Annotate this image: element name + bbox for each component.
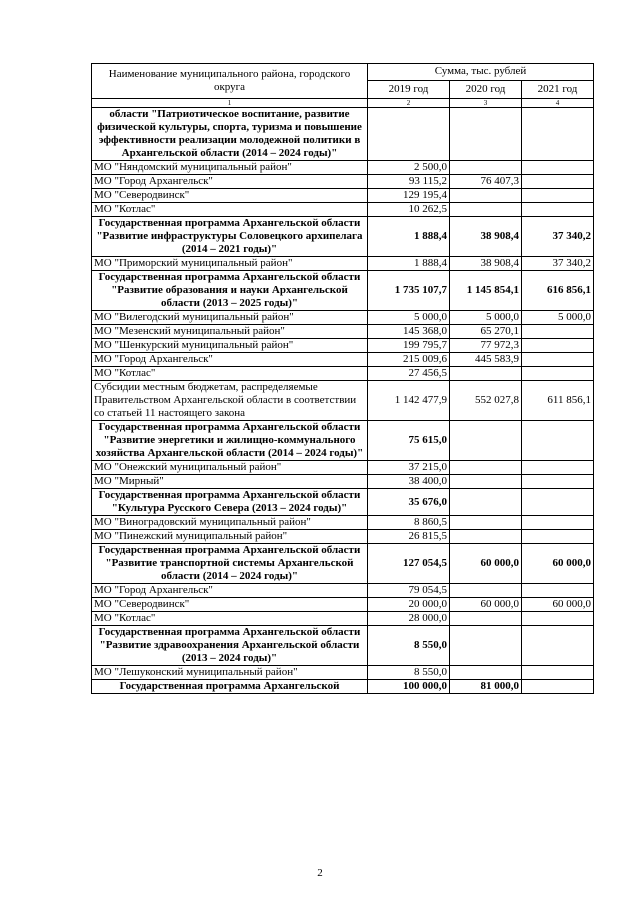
row-name-cell: МО "Мирный" [92,475,368,489]
value-2021-cell [522,516,594,530]
value-2019-cell: 79 054,5 [368,584,450,598]
value-2021-cell [522,175,594,189]
row-name-cell: МО "Виноградовский муниципальный район" [92,516,368,530]
value-2021-cell [522,666,594,680]
header-year-2019: 2019 год [368,80,450,98]
value-2019-cell: 8 860,5 [368,516,450,530]
program-row [92,626,594,666]
value-2019-cell: 2 500,0 [368,161,450,175]
value-2020-cell [450,189,522,203]
value-2020-cell [450,108,522,161]
value-2020-cell [450,461,522,475]
row-name-cell: Государственная программа Архангельской области "Развитие транспортной системы Архангельской области (2014 – 2024 годы)" [92,544,368,584]
row-name-cell: МО "Котлас" [92,367,368,381]
row-name-cell: МО "Город Архангельск" [92,584,368,598]
value-2021-cell [522,367,594,381]
row-name-cell: МО "Северодвинск" [92,189,368,203]
municipality-row [92,175,594,189]
value-2021-cell [522,189,594,203]
value-2021-cell [522,530,594,544]
value-2020-cell: 60 000,0 [450,544,522,584]
value-2020-cell [450,666,522,680]
municipality-row [92,530,594,544]
value-2021-cell [522,339,594,353]
row-name-cell: Государственная программа Архангельской [92,680,368,694]
value-2021-cell [522,161,594,175]
municipality-row [92,257,594,271]
value-2021-cell [522,489,594,516]
header-name-column: Наименование муниципального района, городского округа [92,64,368,99]
municipality-row [92,311,594,325]
row-name-cell: Государственная программа Архангельской области "Развитие образования и науки Архангельской области (2013 – 2025 годы)" [92,271,368,311]
value-2021-cell: 5 000,0 [522,311,594,325]
value-2020-cell [450,530,522,544]
program-row [92,271,594,311]
row-name-cell: Государственная программа Архангельской области "Культура Русского Севера (2013 – 2024 годы)" [92,489,368,516]
value-2019-cell: 1 888,4 [368,217,450,257]
municipality-row [92,461,594,475]
municipality-row [92,666,594,680]
municipality-row [92,203,594,217]
value-2020-cell: 1 145 854,1 [450,271,522,311]
value-2019-cell: 35 676,0 [368,489,450,516]
row-name-cell: МО "Приморский муниципальный район" [92,257,368,271]
value-2019-cell: 145 368,0 [368,325,450,339]
municipality-row [92,381,594,421]
program-row [92,108,594,161]
value-2020-cell: 38 908,4 [450,257,522,271]
value-2020-cell [450,421,522,461]
column-index-4: 4 [522,99,594,108]
header-sum-group: Сумма, тыс. рублей [368,64,594,81]
value-2020-cell: 552 027,8 [450,381,522,421]
row-name-cell: Государственная программа Архангельской области "Развитие здравоохранения Архангельской области (2013 – 2024 годы)" [92,626,368,666]
page-number: 2 [317,867,323,879]
value-2021-cell [522,203,594,217]
value-2020-cell [450,516,522,530]
budget-table [91,63,594,694]
value-2021-cell: 611 856,1 [522,381,594,421]
municipality-row [92,475,594,489]
row-name-cell: области "Патриотическое воспитание, развитие физической культуры, спорта, туризма и повышение эффективности реализации молодежной политики в Архангельской области (2014 – 2024 годы)" [92,108,368,161]
value-2019-cell: 37 215,0 [368,461,450,475]
value-2020-cell [450,203,522,217]
value-2020-cell: 60 000,0 [450,598,522,612]
row-name-cell: МО "Город Архангельск" [92,175,368,189]
value-2019-cell [368,108,450,161]
row-name-cell: МО "Город Архангельск" [92,353,368,367]
municipality-row [92,516,594,530]
row-name-cell: Государственная программа Архангельской области "Развитие энергетики и жилищно-коммунального хозяйства Архангельской области (2014 – 2024 годы)" [92,421,368,461]
value-2019-cell: 5 000,0 [368,311,450,325]
value-2020-cell: 38 908,4 [450,217,522,257]
value-2020-cell: 76 407,3 [450,175,522,189]
value-2020-cell [450,489,522,516]
value-2019-cell: 8 550,0 [368,626,450,666]
row-name-cell: МО "Мезенский муниципальный район" [92,325,368,339]
program-row [92,489,594,516]
value-2020-cell [450,475,522,489]
value-2019-cell: 129 195,4 [368,189,450,203]
value-2019-cell: 75 615,0 [368,421,450,461]
value-2020-cell: 81 000,0 [450,680,522,694]
row-name-cell: МО "Онежский муниципальный район" [92,461,368,475]
value-2019-cell: 1 888,4 [368,257,450,271]
value-2021-cell: 37 340,2 [522,257,594,271]
value-2020-cell [450,612,522,626]
value-2021-cell [522,421,594,461]
value-2019-cell: 27 456,5 [368,367,450,381]
value-2019-cell: 199 795,7 [368,339,450,353]
value-2021-cell: 60 000,0 [522,598,594,612]
municipality-row [92,584,594,598]
municipality-row [92,189,594,203]
value-2021-cell: 616 856,1 [522,271,594,311]
municipality-row [92,367,594,381]
value-2021-cell: 37 340,2 [522,217,594,257]
value-2019-cell: 28 000,0 [368,612,450,626]
value-2020-cell: 445 583,9 [450,353,522,367]
value-2021-cell: 60 000,0 [522,544,594,584]
value-2021-cell [522,612,594,626]
row-name-cell: Государственная программа Архангельской области "Развитие инфраструктуры Соловецкого архипелага (2014 – 2021 годы)" [92,217,368,257]
column-index-2: 2 [368,99,450,108]
value-2021-cell [522,680,594,694]
program-row [92,217,594,257]
municipality-row [92,612,594,626]
municipality-row [92,161,594,175]
value-2021-cell [522,461,594,475]
value-2019-cell: 215 009,6 [368,353,450,367]
value-2021-cell [522,584,594,598]
value-2019-cell: 127 054,5 [368,544,450,584]
value-2019-cell: 1 142 477,9 [368,381,450,421]
value-2021-cell [522,626,594,666]
row-name-cell: МО "Шенкурский муниципальный район" [92,339,368,353]
municipality-row [92,325,594,339]
value-2019-cell: 10 262,5 [368,203,450,217]
value-2019-cell: 26 815,5 [368,530,450,544]
value-2021-cell [522,325,594,339]
row-name-cell: МО "Няндомский муниципальный район" [92,161,368,175]
header-year-2021: 2021 год [522,80,594,98]
row-name-cell: МО "Котлас" [92,612,368,626]
table-header [92,64,594,108]
header-year-2020: 2020 год [450,80,522,98]
value-2019-cell: 8 550,0 [368,666,450,680]
program-row [92,544,594,584]
value-2020-cell: 77 972,3 [450,339,522,353]
column-index-3: 3 [450,99,522,108]
value-2019-cell: 1 735 107,7 [368,271,450,311]
value-2019-cell: 93 115,2 [368,175,450,189]
value-2019-cell: 20 000,0 [368,598,450,612]
municipality-row [92,339,594,353]
value-2020-cell [450,161,522,175]
value-2021-cell [522,108,594,161]
value-2020-cell [450,584,522,598]
table-body [92,108,594,694]
row-name-cell: МО "Пинежский муниципальный район" [92,530,368,544]
program-row [92,421,594,461]
value-2020-cell [450,626,522,666]
value-2020-cell: 65 270,1 [450,325,522,339]
value-2020-cell [450,367,522,381]
program-row [92,680,594,694]
value-2021-cell [522,475,594,489]
column-index-1: 1 [92,99,368,108]
municipality-row [92,598,594,612]
value-2019-cell: 100 000,0 [368,680,450,694]
row-name-cell: МО "Лешуконский муниципальный район" [92,666,368,680]
value-2021-cell [522,353,594,367]
row-name-cell: МО "Вилегодский муниципальный район" [92,311,368,325]
municipality-row [92,353,594,367]
value-2019-cell: 38 400,0 [368,475,450,489]
row-name-cell: Субсидии местным бюджетам, распределяемые Правительством Архангельской области в соответствии со статьей 11 настоящего закона [92,381,368,421]
row-name-cell: МО "Северодвинск" [92,598,368,612]
value-2020-cell: 5 000,0 [450,311,522,325]
row-name-cell: МО "Котлас" [92,203,368,217]
